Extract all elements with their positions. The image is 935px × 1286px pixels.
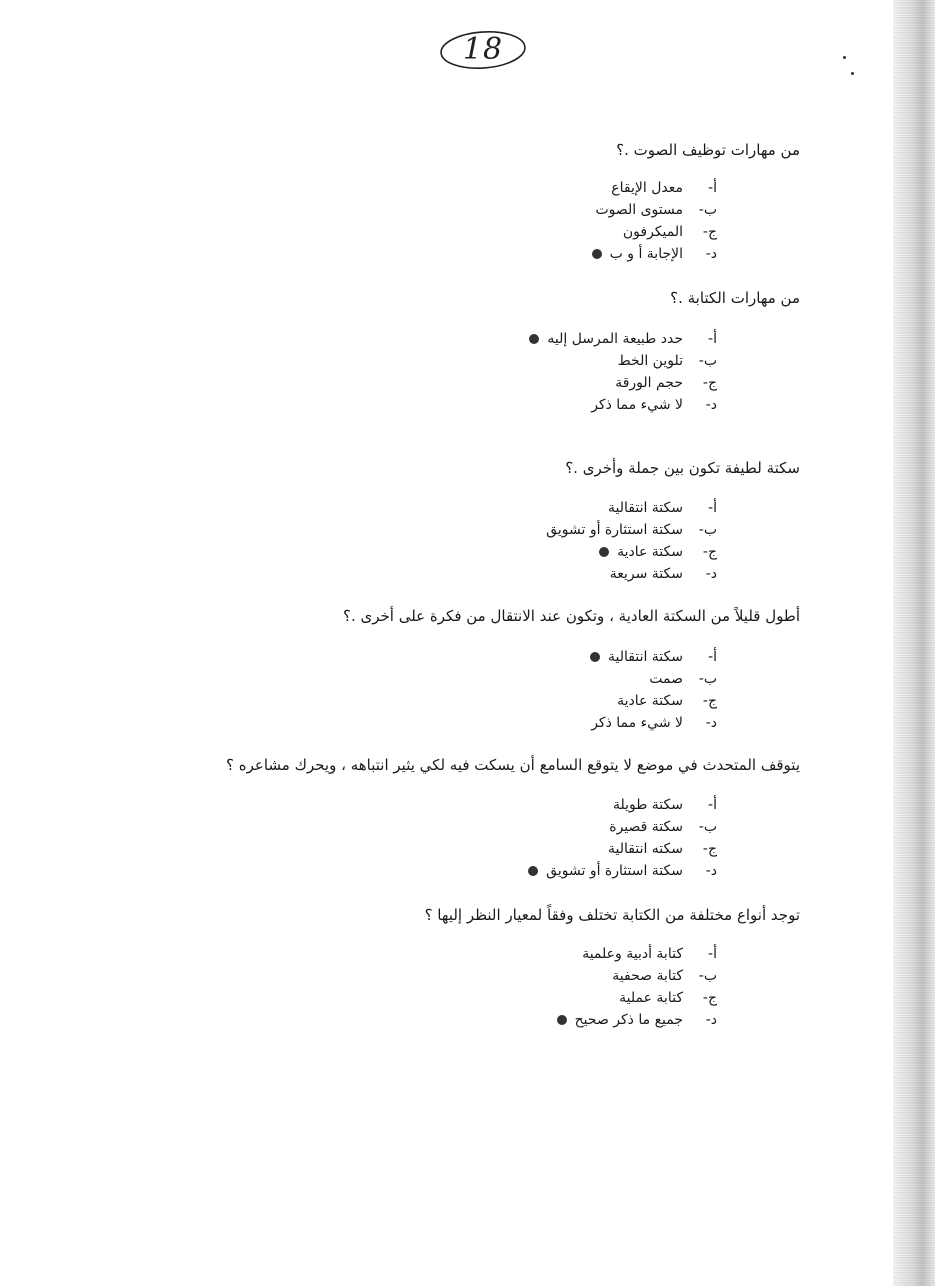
page-number (438, 28, 528, 72)
option-4c: ج-سكتة عادية (617, 693, 717, 709)
scan-speck (843, 56, 846, 59)
options-list-1 (592, 177, 717, 265)
option-5c: ج-سكته انتقالية (608, 841, 717, 857)
option-5b: ب-سكتة قصيرة (609, 819, 717, 835)
option-6b: ب-كتابة صحفية (612, 968, 717, 984)
option-2c: ج-حجم الورقة (615, 375, 717, 391)
question-4: أطول قليلاً من السكتة العادية ، وتكون عند الانتقال من فكرة على أخرى .؟ (342, 607, 800, 625)
options-list-5 (528, 794, 717, 882)
option-2b: ب-تلوين الخط (617, 353, 717, 369)
option-6d: د-جميع ما ذكر صحيح (557, 1009, 717, 1031)
option-6a: أ-كتابة أدبية وعلمية (582, 946, 717, 962)
option-3c: ج-سكتة عادية (546, 541, 717, 563)
answer-mark (592, 249, 602, 259)
options-list-2 (529, 328, 717, 416)
answer-mark (557, 1015, 567, 1025)
options-list-4 (590, 646, 717, 734)
options-list-3 (546, 497, 717, 585)
option-3a: أ-سكتة انتقالية (608, 500, 717, 516)
option-1b: ب-مستوى الصوت (595, 202, 717, 218)
answer-mark (599, 547, 609, 557)
scan-edge-shadow (893, 0, 935, 1286)
option-5d: د-سكتة استثارة أو تشويق (528, 860, 717, 882)
page-number-text: 18 (462, 32, 504, 67)
option-1a: أ-معدل الإيقاع (611, 180, 717, 196)
answer-mark (528, 866, 538, 876)
question-2: من مهارات الكتابة .؟ (670, 289, 800, 307)
option-1d: د-الإجابة أ و ب (592, 243, 717, 265)
option-2a: أ-حدد طبيعة المرسل إليه (529, 328, 717, 350)
answer-mark (590, 652, 600, 662)
scan-speck (851, 72, 854, 75)
question-1: من مهارات توظيف الصوت .؟ (616, 141, 800, 159)
option-3b: ب-سكتة استثارة أو تشويق (546, 522, 717, 538)
option-6c: ج-كتابة عملية (619, 990, 717, 1006)
answer-mark (529, 334, 539, 344)
option-1c: ج-الميكرفون (622, 224, 717, 240)
option-4d: د-لا شيء مما ذكر (591, 715, 717, 731)
option-2d: د-لا شيء مما ذكر (591, 397, 717, 413)
question-5: يتوقف المتحدث في موضع لا يتوقع السامع أن يسكت فيه لكي يثير انتباهه ، ويحرك مشاعره ؟ (226, 756, 800, 774)
option-4a: أ-سكتة انتقالية (590, 646, 717, 668)
question-3: سكتة لطيفة تكون بين جملة وأخرى .؟ (565, 459, 800, 477)
question-6: توجد أنواع مختلفة من الكتابة تختلف وفقاً لمعيار النظر إليها ؟ (424, 906, 800, 924)
option-3d: د-سكتة سريعة (609, 566, 717, 582)
options-list-6 (557, 943, 717, 1031)
option-4b: ب-صمت (649, 671, 717, 687)
option-5a: أ-سكتة طويلة (612, 797, 717, 813)
